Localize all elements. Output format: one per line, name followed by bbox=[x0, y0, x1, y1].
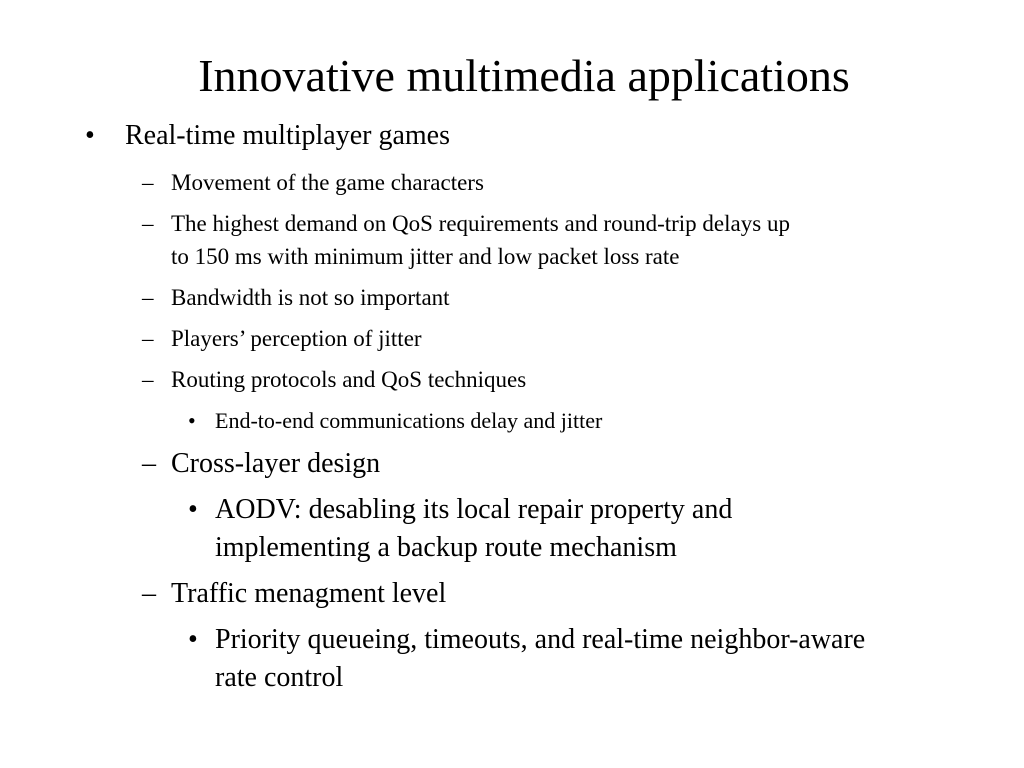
bullet-text: AODV: desabling its local repair property and bbox=[215, 494, 733, 525]
slide-title: Innovative multimedia applications bbox=[198, 50, 850, 101]
bullet-text: to 150 ms with minimum jitter and low packet loss rate bbox=[171, 244, 680, 269]
bullet-text: rate control bbox=[215, 662, 344, 693]
dash-marker: – bbox=[142, 448, 156, 479]
dash-marker: – bbox=[142, 367, 154, 392]
dash-marker: – bbox=[142, 285, 154, 310]
bullet-text: Traffic menagment level bbox=[171, 578, 447, 609]
dash-marker: – bbox=[142, 578, 156, 609]
bullet-text: implementing a backup route mechanism bbox=[215, 532, 677, 563]
bullet-text: End-to-end communications delay and jitter bbox=[215, 408, 603, 433]
bullet-marker: • bbox=[188, 408, 196, 433]
bullet-text: Real-time multiplayer games bbox=[125, 120, 451, 151]
bullet-marker: • bbox=[188, 494, 198, 525]
bullet-text: Movement of the game characters bbox=[171, 170, 484, 195]
bullet-text: Cross-layer design bbox=[171, 448, 381, 479]
bullet-marker: • bbox=[85, 120, 95, 151]
dash-marker: – bbox=[142, 326, 154, 351]
dash-marker: – bbox=[142, 170, 154, 195]
bullet-text: Routing protocols and QoS techniques bbox=[171, 367, 527, 392]
bullet-text: Bandwidth is not so important bbox=[171, 285, 450, 310]
bullet-text: The highest demand on QoS requirements and round-trip delays up bbox=[171, 211, 790, 236]
bullet-marker: • bbox=[188, 624, 198, 655]
bullet-text: Players’ perception of jitter bbox=[171, 326, 422, 351]
bullet-text: Priority queueing, timeouts, and real-time neighbor-aware bbox=[215, 624, 866, 655]
dash-marker: – bbox=[142, 211, 154, 236]
